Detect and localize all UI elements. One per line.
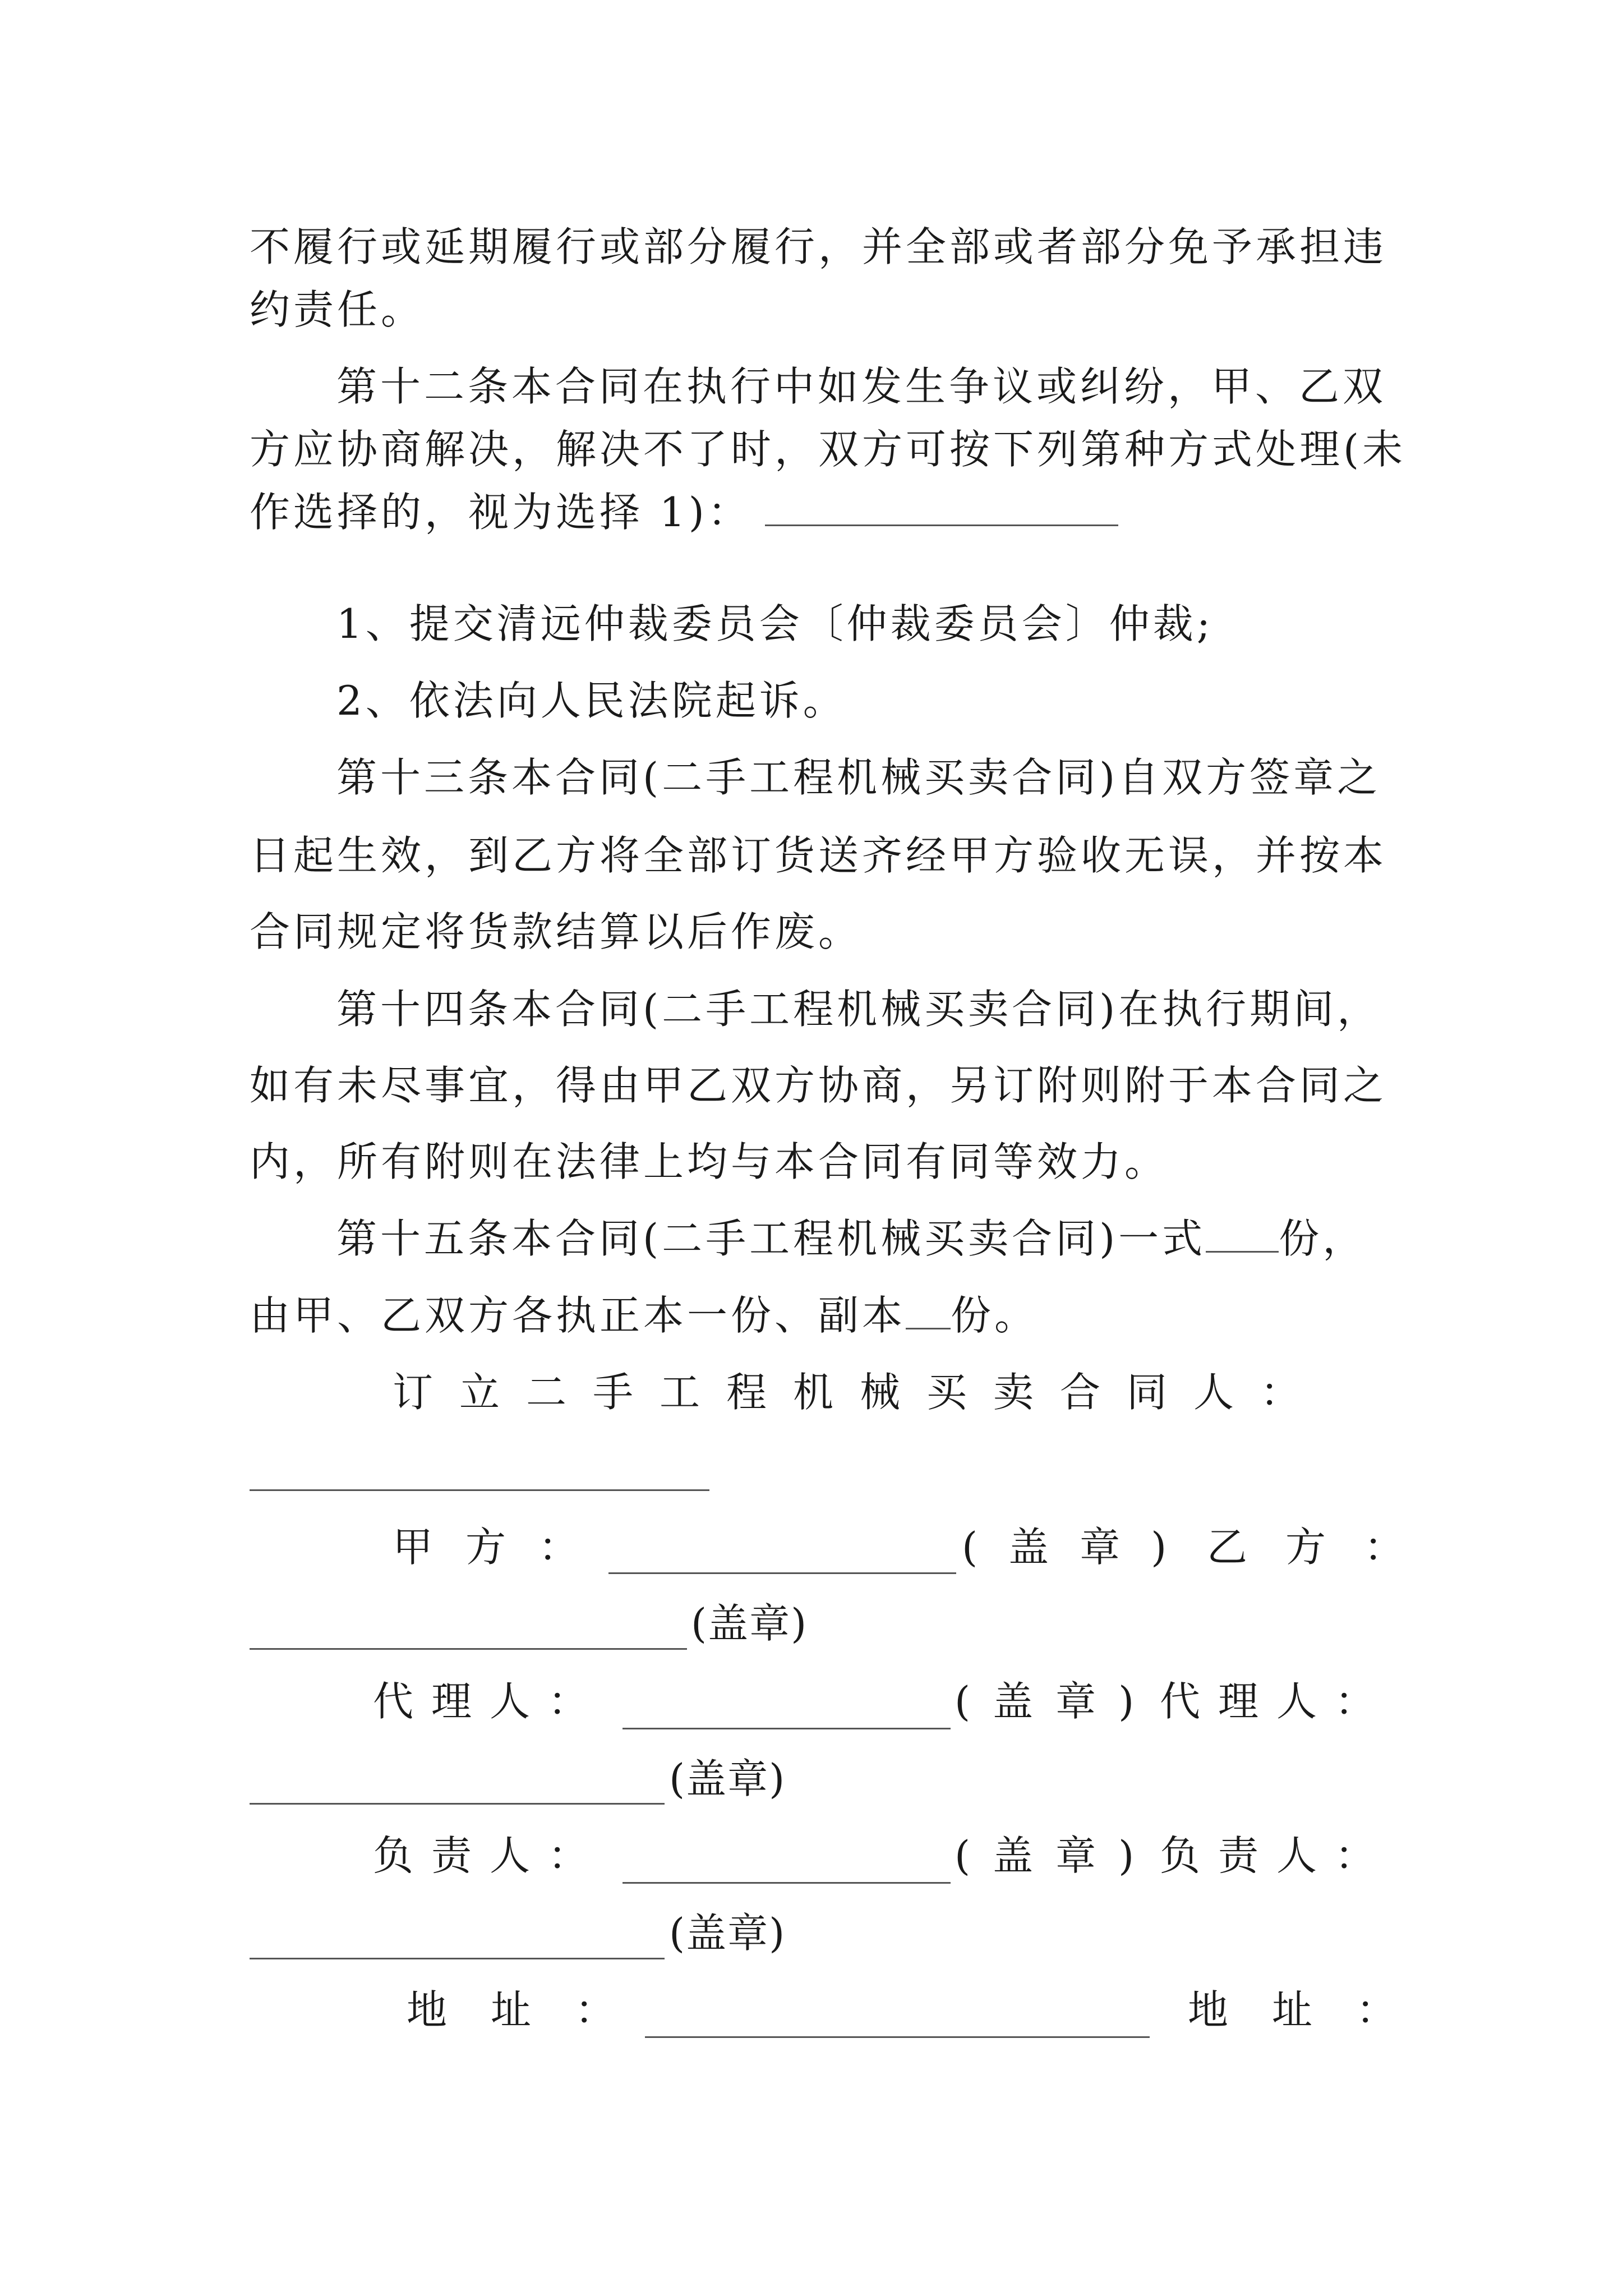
agent-b-seal: (盖章) (669, 1755, 786, 1802)
party-b-label: 乙方： (1207, 1524, 1443, 1571)
responsible-b-blank (250, 1958, 665, 1959)
option-1: 1、提交清远仲裁委员会〔仲裁委员会〕仲裁; (336, 600, 1214, 647)
paragraph-line: 合同规定将货款结算以后作废。 (250, 908, 863, 955)
agent-a-blank (623, 1728, 951, 1729)
article-13-line: 第十三条本合同(二手工程机械买卖合同)自双方签章之 (336, 754, 1381, 801)
responsible-a-seal: (盖章) (955, 1832, 1157, 1879)
article-15-text: 第十五条本合同(二手工程机械买卖合同)一式 (336, 1215, 1206, 1262)
agent-a-seal: (盖章) (955, 1678, 1157, 1725)
paragraph-line: 方应协商解决，解决不了时，双方可按下列第种方式处理(未 (250, 426, 1407, 473)
copies-end: 份。 (951, 1292, 1039, 1339)
address-a-blank (645, 2036, 1150, 2038)
paragraph-line: 日起生效，到乙方将全部订货送齐经甲方验收无误，并按本 (250, 832, 1387, 879)
paragraph-line: 内，所有附则在法律上均与本合同有同等效力。 (250, 1138, 1169, 1185)
paragraph-line: 如有未尽事宜，得由甲乙双方协商，另订附则附于本合同之 (250, 1062, 1387, 1109)
responsible-a-blank (623, 1882, 951, 1884)
article-15-line (336, 1208, 1366, 1269)
choice-blank (765, 490, 1118, 526)
paragraph-line (250, 481, 1118, 543)
paragraph-line (250, 1285, 1038, 1346)
party-a-seal: (盖章) (962, 1524, 1198, 1571)
address-a-label: 地址： (407, 1986, 660, 2033)
responsible-b-label: 负责人： (1160, 1832, 1394, 1879)
signatory-blank (250, 1489, 709, 1491)
article-14-line: 第十四条本合同(二手工程机械买卖合同)在执行期间， (336, 986, 1381, 1033)
duplicate-blank (906, 1293, 951, 1329)
party-a-blank (608, 1572, 956, 1574)
copies-blank (1206, 1216, 1279, 1253)
agent-b-blank (250, 1803, 665, 1805)
article-12-line: 第十二条本合同在执行中如发生争议或纠纷，甲、乙双 (336, 363, 1387, 410)
choice-text: 作选择的，视为选择 1)： (250, 489, 751, 536)
party-b-blank (250, 1648, 687, 1650)
option-2: 2、依法向人民法院起诉。 (336, 677, 847, 724)
signatory-heading: 订立二手工程机械买卖合同人： (393, 1369, 1327, 1416)
paragraph-line: 不履行或延期履行或部分履行，并全部或者部分免予承担违 (250, 223, 1387, 270)
responsible-a-label: 负责人： (373, 1832, 607, 1879)
party-b-seal: (盖章) (691, 1600, 808, 1647)
agent-a-label: 代理人： (373, 1678, 607, 1725)
address-b-label: 地址： (1188, 1986, 1441, 2033)
party-a-label: 甲方： (393, 1524, 612, 1571)
copies-suffix: 份， (1279, 1215, 1367, 1262)
copies-text: 由甲、乙双方各执正本一份、副本 (250, 1292, 906, 1339)
agent-b-label: 代理人： (1160, 1678, 1394, 1725)
paragraph-line: 约责任。 (250, 286, 425, 333)
responsible-b-seal: (盖章) (669, 1910, 786, 1957)
